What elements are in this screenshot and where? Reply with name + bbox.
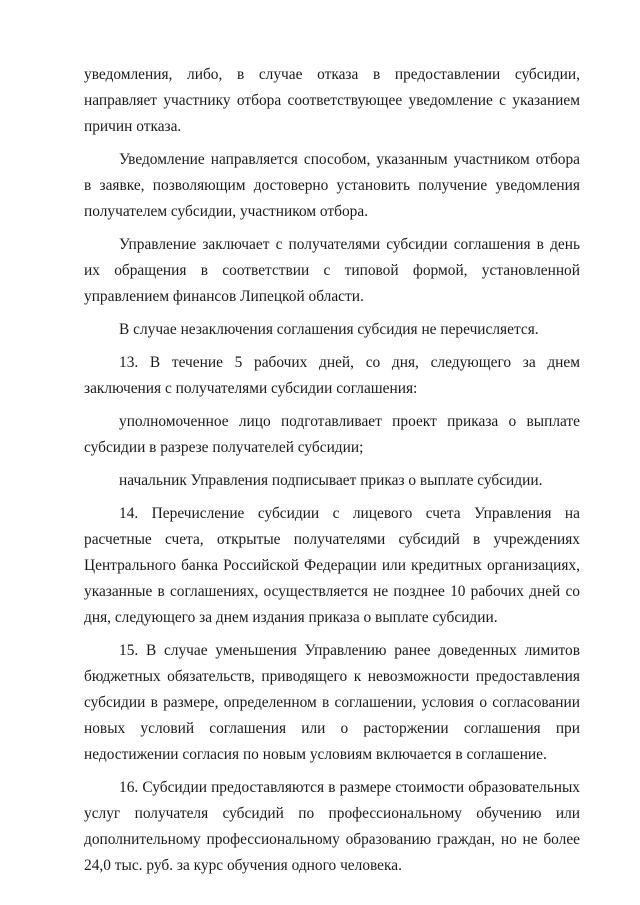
paragraph-continuation: уведомления, либо, в случае отказа в предоставлении субсидии, направляет участнику отбора соответствующее уведомление с указанием причин отказа.: [84, 66, 580, 135]
paragraph-notification-method: Уведомление направляется способом, указанным участником отбора в заявке, позволяющим достоверно установить получение уведомления получателем субсидии, участником отбора.: [84, 151, 580, 220]
paragraph-item-13-sub-2: начальник Управления подписывает приказ о выплате субсидии.: [119, 472, 543, 489]
paragraph-item-14: 14. Перечисление субсидии с лицевого счета Управления на расчетные счета, открытые получателями субсидий в учреждениях Центрального банка Российской Федерации или кредитных организациях, указанные в соглашениях, осуществляется не позднее 10 рабочих дней со дня, следующего за днем издания приказа о выплате субсидии.: [84, 505, 580, 626]
paragraph-item-13: 13. В течение 5 рабочих дней, со дня, следующего за днем заключения с получателями субсидии соглашения:: [84, 354, 580, 397]
paragraph-no-agreement: В случае незаключения соглашения субсидия не перечисляется.: [119, 321, 539, 338]
paragraph-agreement-conclusion: Управление заключает с получателями субсидии соглашения в день их обращения в соответствии с типовой формой, установленной управлением финансов Липецкой области.: [84, 236, 580, 305]
document-body: [84, 62, 580, 879]
paragraph-item-15: 15. В случае уменьшения Управлению ранее доведенных лимитов бюджетных обязательств, приводящего к невозможности предоставления субсидии в размере, определенном в соглашении, условия о согласовании новых условий соглашения или о расторжении соглашения при недостижении согласия по новым условиям включается в соглашение.: [84, 642, 580, 763]
paragraph-item-13-sub-1: уполномоченное лицо подготавливает проект приказа о выплате субсидии в разрезе получателей субсидии;: [84, 413, 580, 456]
paragraph-item-16: 16. Субсидии предоставляются в размере стоимости образовательных услуг получателя субсидий по профессиональному обучению или дополнительному профессиональному образованию граждан, но не более 24,0 тыс. руб. за курс обучения одного человека.: [84, 779, 580, 874]
